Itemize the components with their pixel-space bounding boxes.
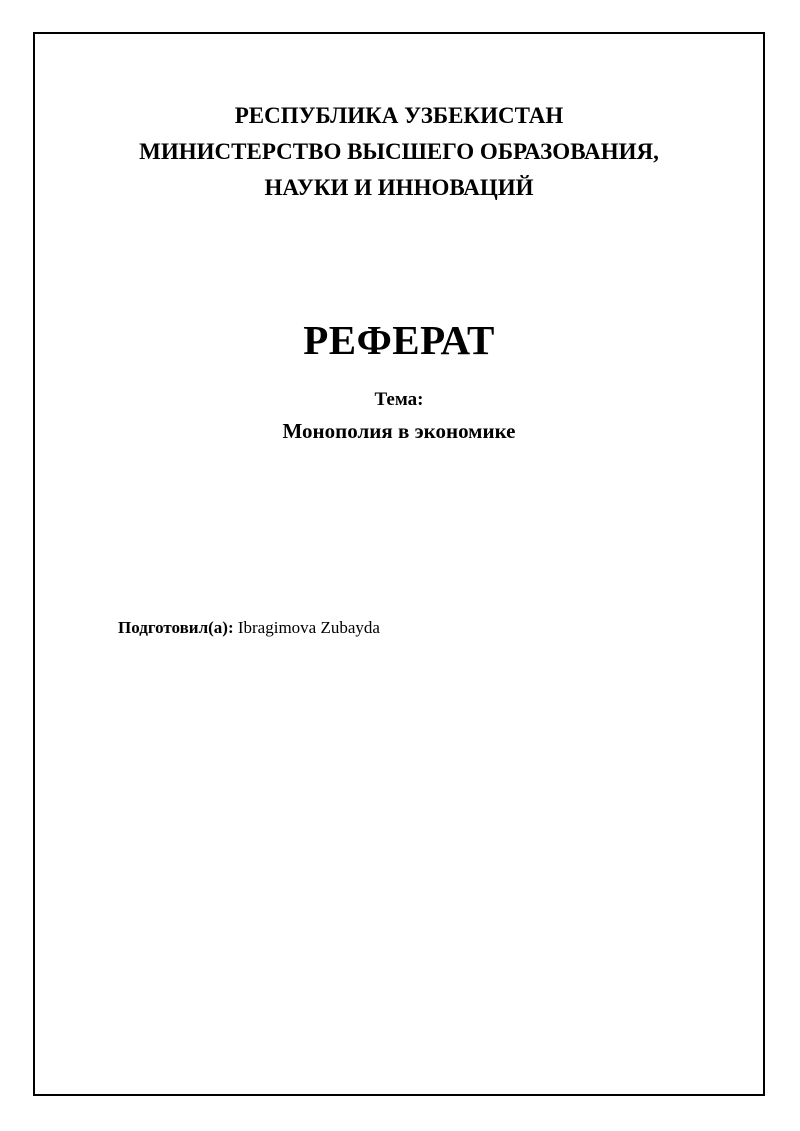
topic-title: Монополия в экономике <box>282 419 516 443</box>
institution-header <box>35 98 763 206</box>
header-line-country: РЕСПУБЛИКА УЗБЕКИСТАН <box>234 103 564 128</box>
topic-label: Тема: <box>374 389 424 410</box>
author-label: Подготовил(а): <box>118 618 234 637</box>
author-name: Ibragimova Zubayda <box>237 618 380 637</box>
header-line-ministry-cont: НАУКИ И ИННОВАЦИЙ <box>264 175 534 200</box>
document-title: РЕФЕРАТ <box>303 317 495 363</box>
page-border-frame <box>33 32 765 1096</box>
header-line-ministry: МИНИСТЕРСТВО ВЫСШЕГО ОБРАЗОВАНИЯ, <box>139 139 659 164</box>
author-line <box>118 616 380 640</box>
